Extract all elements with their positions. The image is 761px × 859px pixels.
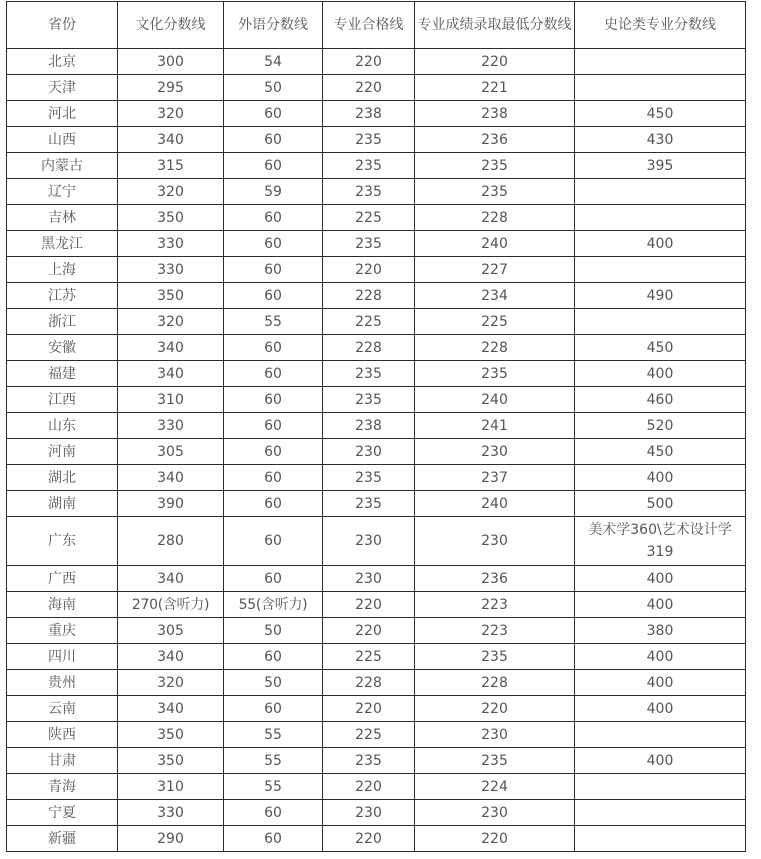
cell-foreign-language-score: 60 <box>224 517 323 566</box>
cell-foreign-language-score: 55 <box>224 309 323 335</box>
cell-province: 内蒙古 <box>7 153 118 179</box>
cell-province: 吉林 <box>7 205 118 231</box>
cell-major-pass-line: 235 <box>323 127 415 153</box>
cell-province: 宁夏 <box>7 800 118 826</box>
cell-foreign-language-score: 60 <box>224 413 323 439</box>
table-row <box>7 748 746 774</box>
cell-province: 广西 <box>7 566 118 592</box>
cell-major-min-admission: 236 <box>415 127 575 153</box>
cell-history-theory-score <box>575 257 746 283</box>
cell-foreign-language-score: 60 <box>224 101 323 127</box>
cell-history-theory-score: 450 <box>575 101 746 127</box>
table-row <box>7 101 746 127</box>
cell-province: 陕西 <box>7 722 118 748</box>
cell-foreign-language-score: 55(含听力) <box>224 592 323 618</box>
cell-foreign-language-score: 60 <box>224 257 323 283</box>
cell-major-min-admission: 238 <box>415 101 575 127</box>
cell-history-theory-score: 400 <box>575 361 746 387</box>
cell-major-min-admission: 235 <box>415 644 575 670</box>
cell-province: 福建 <box>7 361 118 387</box>
cell-province: 广东 <box>7 517 118 566</box>
cell-major-pass-line: 235 <box>323 179 415 205</box>
cell-culture-score: 330 <box>118 800 224 826</box>
cell-major-pass-line: 235 <box>323 465 415 491</box>
table-row <box>7 283 746 309</box>
cell-foreign-language-score: 50 <box>224 618 323 644</box>
cell-foreign-language-score: 55 <box>224 722 323 748</box>
table-row <box>7 231 746 257</box>
cell-history-theory-score: 430 <box>575 127 746 153</box>
cell-province: 海南 <box>7 592 118 618</box>
cell-culture-score: 350 <box>118 205 224 231</box>
table-row <box>7 566 746 592</box>
table-row <box>7 205 746 231</box>
cell-major-min-admission: 223 <box>415 618 575 644</box>
header-foreign-language-score: 外语分数线 <box>224 2 323 49</box>
cell-major-min-admission: 241 <box>415 413 575 439</box>
cell-culture-score: 340 <box>118 465 224 491</box>
cell-foreign-language-score: 60 <box>224 361 323 387</box>
cell-province: 甘肃 <box>7 748 118 774</box>
cell-culture-score: 305 <box>118 618 224 644</box>
cell-major-min-admission: 227 <box>415 257 575 283</box>
cell-major-pass-line: 235 <box>323 748 415 774</box>
cell-major-pass-line: 235 <box>323 231 415 257</box>
cell-province: 湖北 <box>7 465 118 491</box>
header-major-pass-line: 专业合格线 <box>323 2 415 49</box>
table-row <box>7 670 746 696</box>
cell-province: 浙江 <box>7 309 118 335</box>
cell-major-min-admission: 224 <box>415 774 575 800</box>
cell-foreign-language-score: 60 <box>224 127 323 153</box>
cell-foreign-language-score: 60 <box>224 205 323 231</box>
table-row <box>7 179 746 205</box>
cell-history-theory-score <box>575 309 746 335</box>
cell-culture-score: 330 <box>118 257 224 283</box>
header-province: 省份 <box>7 2 118 49</box>
cell-major-min-admission: 230 <box>415 800 575 826</box>
cell-culture-score: 340 <box>118 335 224 361</box>
cell-history-theory-score: 400 <box>575 231 746 257</box>
cell-culture-score: 320 <box>118 101 224 127</box>
cell-foreign-language-score: 60 <box>224 439 323 465</box>
cell-history-theory-score: 400 <box>575 670 746 696</box>
table-row <box>7 413 746 439</box>
table-row <box>7 722 746 748</box>
cell-culture-score: 270(含听力) <box>118 592 224 618</box>
cell-history-theory-score: 400 <box>575 644 746 670</box>
cell-major-pass-line: 235 <box>323 491 415 517</box>
cell-major-min-admission: 230 <box>415 722 575 748</box>
cell-province: 四川 <box>7 644 118 670</box>
cell-culture-score: 340 <box>118 644 224 670</box>
cell-culture-score: 320 <box>118 670 224 696</box>
cell-foreign-language-score: 60 <box>224 283 323 309</box>
cell-major-min-admission: 223 <box>415 592 575 618</box>
cell-foreign-language-score: 60 <box>224 566 323 592</box>
cell-culture-score: 320 <box>118 309 224 335</box>
table-row <box>7 49 746 75</box>
cell-culture-score: 315 <box>118 153 224 179</box>
cell-major-min-admission: 220 <box>415 826 575 852</box>
table-row <box>7 387 746 413</box>
cell-foreign-language-score: 60 <box>224 465 323 491</box>
cell-major-pass-line: 238 <box>323 101 415 127</box>
cell-province: 江苏 <box>7 283 118 309</box>
header-history-theory-score: 史论类专业分数线 <box>575 2 746 49</box>
cell-major-pass-line: 235 <box>323 361 415 387</box>
cell-history-theory-score: 400 <box>575 748 746 774</box>
cell-major-pass-line: 228 <box>323 670 415 696</box>
cell-province: 云南 <box>7 696 118 722</box>
cell-major-min-admission: 240 <box>415 491 575 517</box>
cell-major-min-admission: 228 <box>415 335 575 361</box>
cell-major-pass-line: 230 <box>323 566 415 592</box>
cell-history-theory-score: 395 <box>575 153 746 179</box>
header-row <box>7 2 746 49</box>
cell-major-min-admission: 220 <box>415 696 575 722</box>
cell-history-theory-score <box>575 49 746 75</box>
table-row <box>7 491 746 517</box>
cell-major-min-admission: 234 <box>415 283 575 309</box>
cell-province: 上海 <box>7 257 118 283</box>
cell-major-pass-line: 220 <box>323 592 415 618</box>
cell-history-theory-score: 美术学360\艺术设计学319 <box>575 517 746 566</box>
cell-culture-score: 350 <box>118 748 224 774</box>
cell-culture-score: 340 <box>118 696 224 722</box>
cell-province: 安徽 <box>7 335 118 361</box>
cell-history-theory-score: 450 <box>575 439 746 465</box>
cell-foreign-language-score: 60 <box>224 696 323 722</box>
cell-culture-score: 280 <box>118 517 224 566</box>
table-row <box>7 826 746 852</box>
cell-province: 河北 <box>7 101 118 127</box>
score-table-container <box>6 1 746 852</box>
cell-history-theory-score <box>575 800 746 826</box>
cell-major-pass-line: 225 <box>323 309 415 335</box>
cell-foreign-language-score: 60 <box>224 387 323 413</box>
cell-history-theory-score <box>575 179 746 205</box>
cell-major-min-admission: 235 <box>415 748 575 774</box>
cell-culture-score: 340 <box>118 361 224 387</box>
cell-major-pass-line: 220 <box>323 696 415 722</box>
cell-province: 江西 <box>7 387 118 413</box>
cell-major-pass-line: 235 <box>323 153 415 179</box>
cell-culture-score: 305 <box>118 439 224 465</box>
table-row <box>7 361 746 387</box>
cell-major-min-admission: 237 <box>415 465 575 491</box>
cell-culture-score: 350 <box>118 283 224 309</box>
table-row <box>7 592 746 618</box>
table-row <box>7 309 746 335</box>
cell-foreign-language-score: 60 <box>224 800 323 826</box>
header-major-min-admission: 专业成绩录取最低分数线 <box>415 2 575 49</box>
table-row <box>7 153 746 179</box>
cell-major-pass-line: 220 <box>323 257 415 283</box>
table-row <box>7 517 746 566</box>
cell-history-theory-score: 400 <box>575 696 746 722</box>
table-row <box>7 465 746 491</box>
cell-major-min-admission: 235 <box>415 153 575 179</box>
cell-major-pass-line: 228 <box>323 283 415 309</box>
cell-major-min-admission: 228 <box>415 670 575 696</box>
cell-foreign-language-score: 60 <box>224 335 323 361</box>
cell-culture-score: 330 <box>118 413 224 439</box>
cell-history-theory-score <box>575 75 746 101</box>
cell-province: 山东 <box>7 413 118 439</box>
cell-history-theory-score <box>575 826 746 852</box>
cell-foreign-language-score: 60 <box>224 491 323 517</box>
cell-culture-score: 350 <box>118 722 224 748</box>
table-row <box>7 335 746 361</box>
cell-province: 辽宁 <box>7 179 118 205</box>
cell-history-theory-score: 380 <box>575 618 746 644</box>
cell-history-theory-score: 460 <box>575 387 746 413</box>
cell-major-pass-line: 225 <box>323 644 415 670</box>
table-row <box>7 618 746 644</box>
header-culture-score: 文化分数线 <box>118 2 224 49</box>
cell-culture-score: 310 <box>118 774 224 800</box>
cell-culture-score: 390 <box>118 491 224 517</box>
cell-province: 湖南 <box>7 491 118 517</box>
cell-major-pass-line: 225 <box>323 205 415 231</box>
cell-foreign-language-score: 50 <box>224 670 323 696</box>
table-header <box>7 2 746 49</box>
cell-major-min-admission: 221 <box>415 75 575 101</box>
cell-province: 贵州 <box>7 670 118 696</box>
table-row <box>7 127 746 153</box>
cell-major-min-admission: 235 <box>415 361 575 387</box>
table-row <box>7 75 746 101</box>
cell-history-theory-score <box>575 205 746 231</box>
cell-major-min-admission: 230 <box>415 517 575 566</box>
cell-province: 北京 <box>7 49 118 75</box>
cell-culture-score: 340 <box>118 566 224 592</box>
cell-culture-score: 340 <box>118 127 224 153</box>
cell-history-theory-score: 520 <box>575 413 746 439</box>
cell-history-theory-score: 400 <box>575 592 746 618</box>
cell-major-pass-line: 230 <box>323 517 415 566</box>
cell-province: 新疆 <box>7 826 118 852</box>
cell-major-min-admission: 230 <box>415 439 575 465</box>
cell-foreign-language-score: 59 <box>224 179 323 205</box>
cell-history-theory-score: 400 <box>575 566 746 592</box>
table-row <box>7 644 746 670</box>
cell-major-min-admission: 220 <box>415 49 575 75</box>
cell-major-pass-line: 220 <box>323 774 415 800</box>
cell-culture-score: 290 <box>118 826 224 852</box>
table-row <box>7 257 746 283</box>
cell-culture-score: 330 <box>118 231 224 257</box>
table-body <box>7 49 746 852</box>
cell-culture-score: 310 <box>118 387 224 413</box>
cell-province: 天津 <box>7 75 118 101</box>
cell-history-theory-score <box>575 774 746 800</box>
cell-foreign-language-score: 50 <box>224 75 323 101</box>
cell-major-pass-line: 220 <box>323 49 415 75</box>
cell-foreign-language-score: 55 <box>224 774 323 800</box>
cell-foreign-language-score: 60 <box>224 231 323 257</box>
cell-major-pass-line: 230 <box>323 439 415 465</box>
cell-history-theory-score: 450 <box>575 335 746 361</box>
cell-culture-score: 295 <box>118 75 224 101</box>
cell-history-theory-score <box>575 722 746 748</box>
cell-foreign-language-score: 60 <box>224 826 323 852</box>
cell-province: 重庆 <box>7 618 118 644</box>
cell-major-min-admission: 228 <box>415 205 575 231</box>
cell-major-pass-line: 228 <box>323 335 415 361</box>
cell-history-theory-score: 400 <box>575 465 746 491</box>
cell-foreign-language-score: 55 <box>224 748 323 774</box>
cell-province: 河南 <box>7 439 118 465</box>
cell-major-min-admission: 236 <box>415 566 575 592</box>
table-row <box>7 800 746 826</box>
cell-major-pass-line: 238 <box>323 413 415 439</box>
cell-major-min-admission: 225 <box>415 309 575 335</box>
cell-major-pass-line: 230 <box>323 800 415 826</box>
cell-history-theory-score: 500 <box>575 491 746 517</box>
cell-major-min-admission: 235 <box>415 179 575 205</box>
cell-culture-score: 300 <box>118 49 224 75</box>
cell-province: 黑龙江 <box>7 231 118 257</box>
cell-major-pass-line: 235 <box>323 387 415 413</box>
cell-major-pass-line: 220 <box>323 618 415 644</box>
cell-major-min-admission: 240 <box>415 387 575 413</box>
table-row <box>7 439 746 465</box>
cell-foreign-language-score: 60 <box>224 644 323 670</box>
cell-history-theory-score: 490 <box>575 283 746 309</box>
cell-major-min-admission: 240 <box>415 231 575 257</box>
cell-major-pass-line: 220 <box>323 826 415 852</box>
cell-major-pass-line: 225 <box>323 722 415 748</box>
cell-province: 山西 <box>7 127 118 153</box>
cell-major-pass-line: 220 <box>323 75 415 101</box>
table-row <box>7 774 746 800</box>
cell-foreign-language-score: 60 <box>224 153 323 179</box>
admission-score-table <box>6 1 746 852</box>
cell-province: 青海 <box>7 774 118 800</box>
table-row <box>7 696 746 722</box>
cell-culture-score: 320 <box>118 179 224 205</box>
cell-foreign-language-score: 54 <box>224 49 323 75</box>
